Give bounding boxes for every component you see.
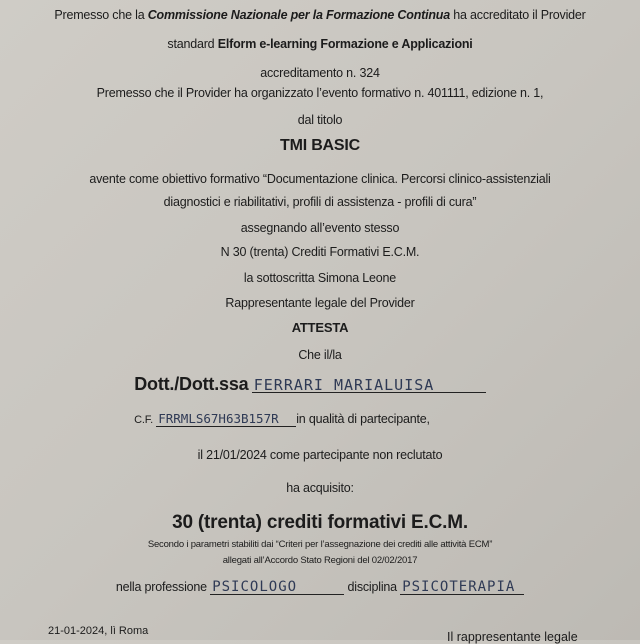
- accreditation-number: accreditamento n. 324: [260, 66, 380, 80]
- profession-field: PSICOLOGO: [210, 580, 344, 595]
- text: ha accreditato il Provider: [450, 8, 586, 22]
- cf-line: [0, 412, 602, 427]
- provider-line: [0, 37, 640, 51]
- fiscal-code-field: FRRMLS67H63B157R: [156, 412, 296, 427]
- assigning-line: assegnando all’evento stesso: [240, 221, 400, 235]
- provider-name: Elform e-learning Formazione e Applicazioni: [217, 37, 473, 51]
- discipline-label: disciplina: [347, 580, 397, 594]
- acquired-line: ha acquisito:: [286, 481, 354, 495]
- objective-line-2: diagnostici e riabilitativi, profili di assistenza - profili di cura”: [163, 195, 477, 209]
- signatory-line: la sottoscritta Simona Leone: [243, 271, 397, 285]
- credits-acquired: 30 (trenta) crediti formativi E.C.M.: [172, 512, 468, 533]
- date-line: il 21/01/2024 come partecipante non reclutato: [197, 448, 443, 462]
- event-line: Premesso che il Provider ha organizzato l’evento formativo n. 401111, edizione n. 1,: [96, 86, 544, 100]
- discipline-field: PSICOTERAPIA: [400, 580, 524, 595]
- attesta-heading: ATTESTA: [291, 320, 349, 335]
- credits-assigned: N 30 (trenta) Crediti Formativi E.C.M.: [220, 245, 420, 259]
- signature-label: Il rappresentante legale: [447, 630, 578, 644]
- course-title: TMI BASIC: [280, 137, 360, 154]
- text: standard: [167, 37, 218, 51]
- cf-label: C.F.: [134, 414, 153, 426]
- name-line: [0, 374, 630, 395]
- agreement-line: allegati all’Accordo Stato Regioni del 02/02/2017: [222, 555, 418, 566]
- text: Premesso che la: [54, 8, 148, 22]
- participant-name-field: FERRARI MARIALUISA: [252, 378, 486, 393]
- title-label: dal titolo: [297, 113, 343, 127]
- criteria-line: Secondo i parametri stabiliti dai “Criteri per l’assegnazione dei crediti alle attività ECM”: [147, 539, 493, 550]
- objective-line-1: avente come obiettivo formativo “Documentazione clinica. Percorsi clinico-assistenziali: [89, 172, 551, 186]
- che-il-la: Che il/la: [298, 348, 342, 362]
- profession-label: nella professione: [115, 580, 207, 594]
- cf-post: in qualità di partecipante,: [296, 412, 430, 426]
- dott-label: Dott./Dott.ssa: [134, 374, 249, 394]
- commission-name: Commissione Nazionale per la Formazione Continua: [147, 8, 450, 22]
- profession-line: [0, 580, 640, 595]
- intro-line-commission: [0, 8, 640, 22]
- representative-line: Rappresentante legale del Provider: [225, 296, 415, 310]
- date-place: 21-01-2024, lì Roma: [48, 625, 149, 637]
